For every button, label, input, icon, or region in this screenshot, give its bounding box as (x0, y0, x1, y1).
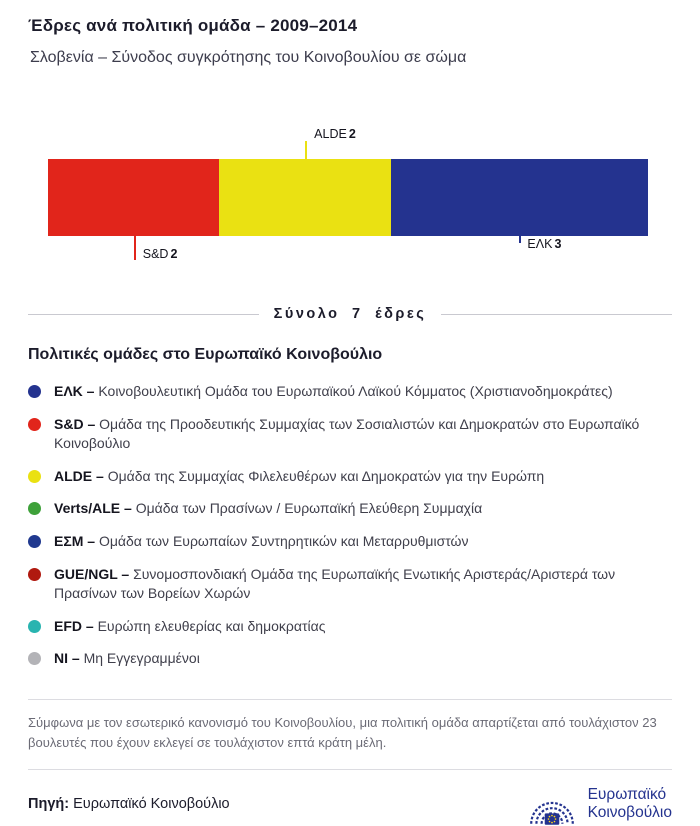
alde-abbr: ALDE – (54, 467, 104, 484)
chart-labels-below (48, 236, 648, 266)
alde-color-dot (28, 470, 41, 483)
source-value: Ευρωπαϊκό Κοινοβούλιο (73, 796, 230, 813)
chart-labels-above (48, 113, 648, 159)
legend-item-alde (28, 467, 672, 487)
epp-tick (519, 236, 521, 243)
alde-seat-count: 2 (348, 127, 356, 141)
guengl-label (54, 565, 659, 604)
legend-item-verts (28, 499, 672, 519)
ep-logo-line2: Κοινοβούλιο (587, 804, 672, 822)
legend-item-guengl (28, 565, 672, 604)
bar-segment-alde (219, 159, 390, 236)
legend-list (28, 382, 672, 669)
source-label: Πηγή: (28, 796, 70, 813)
sd-seat-label (143, 247, 178, 261)
epp-group-name: ΕΛΚ (527, 237, 553, 251)
epp-color-dot (28, 385, 41, 398)
footer (28, 769, 672, 826)
legend-item-sd (28, 415, 672, 454)
divider-line-right (441, 314, 672, 315)
divider-line-left (28, 314, 259, 315)
ecr-label (54, 532, 469, 552)
epp-label (54, 382, 613, 402)
bar-segment-epp (391, 159, 648, 236)
sd-color-dot (28, 418, 41, 431)
ep-logo-line1: Ευρωπαϊκό (587, 786, 667, 804)
efd-abbr: EFD – (54, 617, 94, 634)
alde-group-name: ALDE (314, 127, 347, 141)
guengl-color-dot (28, 568, 41, 581)
page-title: Έδρες ανά πολιτική ομάδα – 2009–2014 (28, 16, 358, 35)
ep-logo (525, 782, 672, 826)
legend-heading: Πολιτικές ομάδες στο Ευρωπαϊκό Κοινοβούλιο (28, 346, 383, 363)
footnote-section (28, 699, 672, 753)
legend-item-epp (28, 382, 672, 402)
ni-color-dot (28, 652, 41, 665)
alde-desc: Ομάδα της Συμμαχίας Φιλελευθέρων και Δημοκρατών για την Ευρώπη (107, 467, 545, 484)
sd-group-name: S&D (142, 247, 169, 261)
hemicycle-icon (525, 782, 579, 826)
efd-label (54, 617, 325, 637)
ecr-abbr: ΕΣΜ – (54, 532, 96, 549)
efd-desc: Ευρώπη ελευθερίας και δημοκρατίας (97, 617, 326, 634)
alde-tick (305, 141, 307, 159)
total-seats-divider (28, 306, 672, 322)
total-seats-text: Σύνολο 7 έδρες (273, 306, 427, 322)
epp-desc: Κοινοβουλευτική Ομάδα του Ευρωπαϊκού Λαϊκού Κόμματος (Χριστιανοδημοκράτες) (98, 383, 613, 399)
alde-seat-label (314, 127, 356, 141)
footnote-text: Σύμφωνα με τον εσωτερικό κανονισμό του Κοινοβουλίου, μια πολιτική ομάδα απαρτίζεται από τουλάχιστον 23 βουλευτές που έχουν εκλεγεί σε τουλάχιστον επτά κράτη μέλη. (28, 714, 657, 751)
verts-label (54, 499, 482, 519)
seats-stacked-bar-chart (48, 113, 648, 266)
verts-color-dot (28, 502, 41, 515)
legend-item-ecr (28, 532, 672, 552)
legend-item-ni (28, 649, 672, 669)
sd-seat-count: 2 (170, 247, 178, 261)
ecr-desc: Ομάδα των Ευρωπαίων Συντηρητικών και Μεταρρυθμιστών (98, 532, 469, 549)
ni-label (54, 649, 200, 669)
bar-segment-sd (48, 159, 219, 236)
ni-abbr: NI – (54, 650, 80, 667)
verts-desc: Ομάδα των Πρασίνων / Ευρωπαϊκή Ελεύθερη Συμμαχία (135, 500, 483, 517)
guengl-desc: Συνομοσπονδιακή Ομάδα της Ευρωπαϊκής Ενωτικής Αριστεράς/Αριστερά των Πρασίνων των Βορείων Χωρών (54, 565, 616, 602)
sd-label (54, 415, 659, 454)
ep-logo-text (588, 786, 672, 822)
epp-seat-count: 3 (554, 237, 562, 251)
source-line (28, 796, 230, 812)
page-subtitle: Σλοβενία – Σύνοδος συγκρότησης του Κοινοβουλίου σε σώμα (30, 49, 467, 66)
sd-abbr: S&D – (54, 415, 96, 432)
alde-label (54, 467, 544, 487)
verts-abbr: Verts/ALE – (54, 500, 132, 517)
seats-bar (48, 159, 648, 236)
ecr-color-dot (28, 535, 41, 548)
epp-seat-label (527, 237, 561, 251)
sd-tick (134, 236, 136, 260)
sd-desc: Ομάδα της Προοδευτικής Συμμαχίας των Σοσιαλιστών και Δημοκρατών στο Ευρωπαϊκό Κοινοβούλιο (54, 415, 640, 452)
ni-desc: Μη Εγγεγραμμένοι (83, 650, 200, 667)
epp-abbr: ΕΛΚ – (54, 383, 95, 399)
guengl-abbr: GUE/NGL – (54, 565, 130, 582)
efd-color-dot (28, 620, 41, 633)
legend-item-efd (28, 617, 672, 637)
